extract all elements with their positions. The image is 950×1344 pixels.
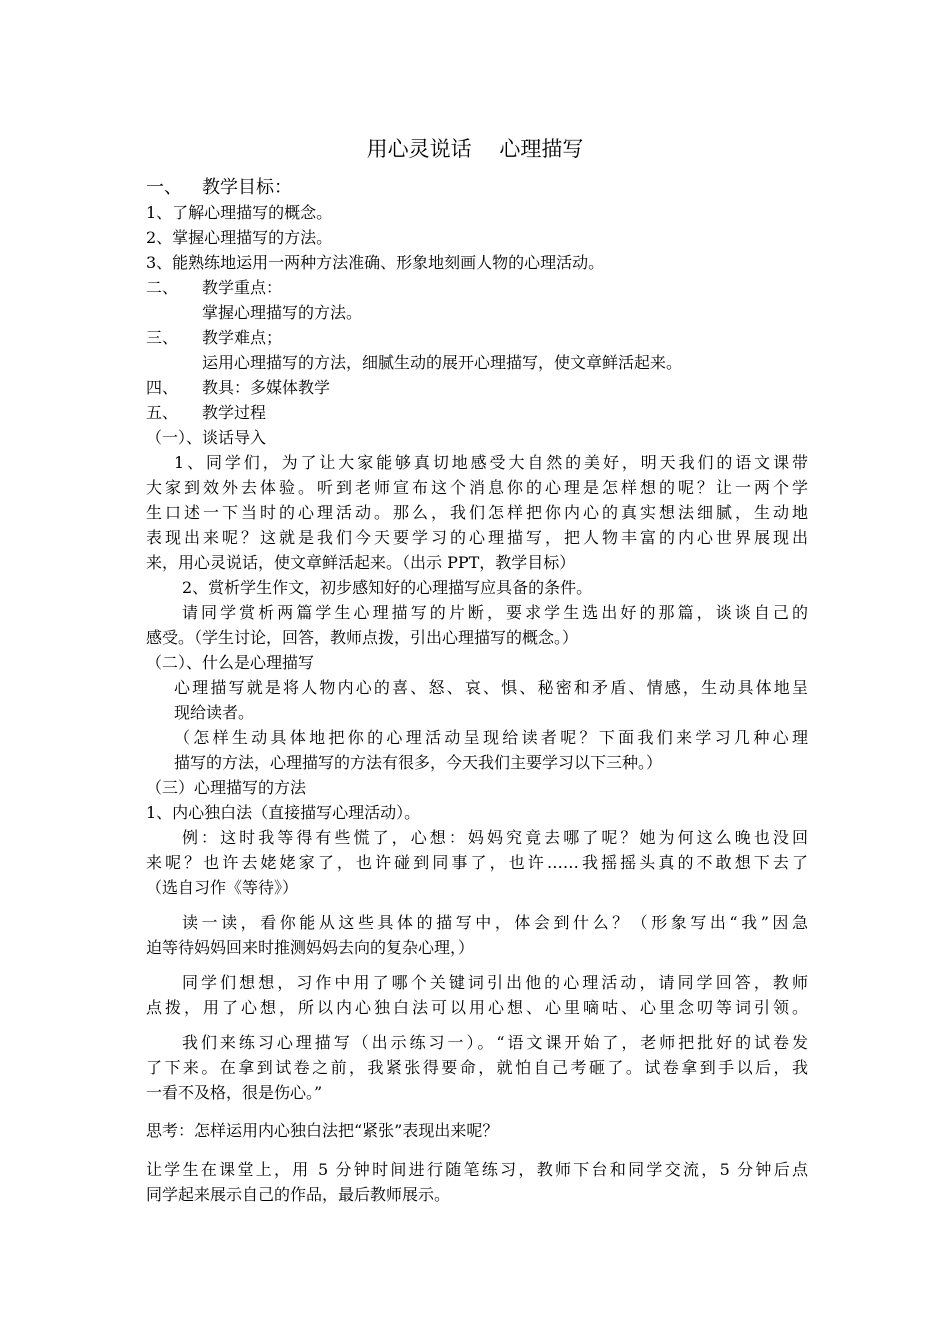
section-2-number: 二、 bbox=[146, 278, 179, 297]
paragraph-line: 描写的方法，心理描写的方法有很多，今天我们主要学习以下三种。） bbox=[174, 753, 663, 772]
section-1-number: 一、 bbox=[146, 177, 182, 198]
section-2-body: 掌握心理描写的方法。 bbox=[202, 303, 363, 322]
paragraph-line: 生口述一下当时的心理活动。那么，我们怎样把你内心的真实想法细腻，生动地 bbox=[146, 503, 808, 522]
part-1-heading: （一）、谈话导入 bbox=[146, 428, 267, 447]
section-5-heading: 教学过程 bbox=[202, 403, 267, 422]
paragraph-line: 请同学赏析两篇学生心理描写的片断，要求学生选出好的那篇，谈谈自己的 bbox=[182, 603, 808, 622]
section-2-heading: 教学重点： bbox=[202, 278, 283, 297]
section-3-number: 三、 bbox=[146, 328, 179, 347]
paragraph-line: 了下来。在拿到试卷之前，我紧张得要命，就怕自己考砸了。试卷拿到手以后，我 bbox=[146, 1058, 808, 1077]
example-line: （选自习作《等待》） bbox=[146, 878, 299, 897]
method-1-heading: 1、内心独白法（直接描写心理活动）。 bbox=[146, 803, 421, 822]
paragraph-line: 点拨，用了心想，所以内心独白法可以用心想、心里嘀咕、心里念叨等词引领。 bbox=[146, 998, 808, 1017]
section-3-heading: 教学难点； bbox=[202, 328, 283, 347]
paragraph-line: 大家到效外去体验。听到老师宣布这个消息你的心理是怎样想的呢？让一两个学 bbox=[146, 478, 808, 497]
paragraph-line: 同学们想想，习作中用了哪个关键词引出他的心理活动，请同学回答，教师 bbox=[182, 973, 808, 992]
paragraph-line: 2、赏析学生作文，初步感知好的心理描写应具备的条件。 bbox=[182, 578, 593, 597]
part-3-heading: （三）心理描写的方法 bbox=[146, 778, 307, 797]
paragraph-line: 现给读者。 bbox=[174, 703, 255, 722]
goal-item-1: 1、了解心理描写的概念。 bbox=[146, 203, 333, 222]
part-2-heading: （二）、什么是心理描写 bbox=[146, 653, 315, 672]
paragraph-line: 让学生在课堂上，用 5 分钟时间进行随笔练习，教师下台和同学交流，5 分钟后点 bbox=[146, 1160, 808, 1179]
paragraph-line: 1、同学们，为了让大家能够真切地感受大自然的美好，明天我们的语文课带 bbox=[174, 453, 808, 472]
section-1-heading: 教学目标： bbox=[202, 177, 292, 198]
section-5-number: 五、 bbox=[146, 403, 179, 422]
goal-item-3: 3、能熟练地运用一两种方法准确、形象地刻画人物的心理活动。 bbox=[146, 253, 605, 272]
paragraph-line: 同学起来展示自己的作品，最后教师展示。 bbox=[146, 1185, 451, 1204]
section-3-body: 运用心理描写的方法，细腻生动的展开心理描写，使文章鲜活起来。 bbox=[202, 353, 683, 372]
paragraph-line: 心理描写就是将人物内心的喜、怒、哀、惧、秘密和矛盾、情感，生动具体地呈 bbox=[174, 678, 808, 697]
question-line: 思考：怎样运用内心独白法把“紧张”表现出来呢？ bbox=[146, 1121, 499, 1140]
goal-item-2: 2、掌握心理描写的方法。 bbox=[146, 228, 333, 247]
paragraph-line: 我们来练习心理描写（出示练习一）。“语文课开始了，老师把批好的试卷发 bbox=[182, 1033, 808, 1052]
example-line: 例：这时我等得有些慌了，心想：妈妈究竟去哪了呢？她为何这么晚也没回 bbox=[182, 828, 808, 847]
paragraph-line: 感受。（学生讨论，回答，教师点拨，引出心理描写的概念。） bbox=[146, 628, 579, 647]
paragraph-line: （怎样生动具体地把你的心理活动呈现给读者呢？下面我们来学习几种心理 bbox=[174, 728, 808, 747]
section-4-number: 四、 bbox=[146, 378, 179, 397]
paragraph-line: 一看不及格，很是伤心。” bbox=[146, 1083, 323, 1102]
page-title: 用心灵说话 心理描写 bbox=[366, 137, 584, 161]
paragraph-line: 迫等待妈妈回来时推测妈妈去向的复杂心理，） bbox=[146, 938, 475, 957]
paragraph-line: 来，用心灵说话，使文章鲜活起来。（出示 PPT，教学目标） bbox=[146, 553, 576, 572]
section-4-heading: 教具：多媒体教学 bbox=[202, 378, 331, 397]
paragraph-line: 读一读，看你能从这些具体的描写中，体会到什么？（形象写出“我”因急 bbox=[182, 913, 808, 932]
example-line: 来呢？也许去姥姥家了，也许碰到同事了，也许……我摇摇头真的不敢想下去了 bbox=[146, 853, 808, 872]
paragraph-line: 表现出来呢？这就是我们今天要学习的心理描写，把人物丰富的内心世界展现出 bbox=[146, 528, 808, 547]
